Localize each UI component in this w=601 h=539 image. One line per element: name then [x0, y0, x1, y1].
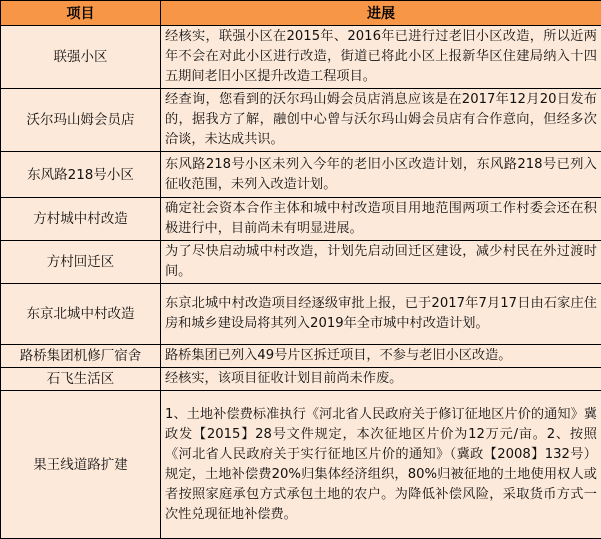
project-name: 东风路218号小区 [1, 152, 161, 198]
header-progress: 进展 [161, 1, 601, 26]
table-row [1, 89, 601, 152]
project-name: 联强小区 [1, 26, 161, 89]
project-progress: 东风路218号小区未列入今年的老旧小区改造计划，东风路218号已列入征收范围，未列入改造计划。 [161, 152, 601, 198]
project-progress: 确定社会资本合作主体和城中村改造项目用地范围两项工作村委会还在积极进行中，目前尚未有明显进展。 [161, 198, 601, 241]
project-progress: 经查询，您看到的沃尔玛山姆会员店消息应该是在2017年12月20日发布的，据我方了解，融创中心曾与沃尔玛山姆会员店有合作意向，但经多次洽谈，未达成共识。 [161, 89, 601, 152]
table-row [1, 26, 601, 89]
project-name: 沃尔玛山姆会员店 [1, 89, 161, 152]
header-row [1, 1, 601, 26]
table-row [1, 152, 601, 198]
project-progress: 路桥集团已列入49号片区拆迁项目，不参与老旧小区改造。 [161, 345, 601, 368]
table-row [1, 284, 601, 345]
project-progress: 1、土地补偿费标准执行《河北省人民政府关于修订征地区片价的通知》冀政发【2015】28号文件规定，本次征地区片价为12万元/亩。2、按照《河北省人民政府关于实行征地区片价的通知》（冀政【2008】132号）规定，土地补偿费20%归集体经济组织，80%归被征地的土地使用权人或者按照家庭承包方式承包土地的农户。为降低补偿风险，采取货币方式一次性兑现征地补偿费。 [161, 391, 601, 539]
table-row [1, 391, 601, 539]
project-name: 方村回迁区 [1, 241, 161, 284]
project-name: 东京北城中村改造 [1, 284, 161, 345]
project-progress: 经核实，该项目征收计划目前尚未作废。 [161, 368, 601, 391]
table-row [1, 345, 601, 368]
project-name: 石飞生活区 [1, 368, 161, 391]
project-name: 方村城中村改造 [1, 198, 161, 241]
table-row [1, 368, 601, 391]
project-progress: 东京北城中村改造项目经逐级审批上报，已于2017年7月17日由石家庄住房和城乡建设局将其列入2019年全市城中村改造计划。 [161, 284, 601, 345]
table-row [1, 198, 601, 241]
project-name: 路桥集团机修厂宿舍 [1, 345, 161, 368]
project-name: 果王线道路扩建 [1, 391, 161, 539]
table-row [1, 241, 601, 284]
project-progress: 经核实，联强小区在2015年、2016年已进行过老旧小区改造，所以近两年不会在对此小区进行改造，街道已将此小区上报新华区住建局纳入十四五期间老旧小区提升改造工程项目。 [161, 26, 601, 89]
header-project: 项目 [1, 1, 161, 26]
project-progress: 为了尽快启动城中村改造，计划先启动回迁区建设，减少村民在外过渡时间。 [161, 241, 601, 284]
